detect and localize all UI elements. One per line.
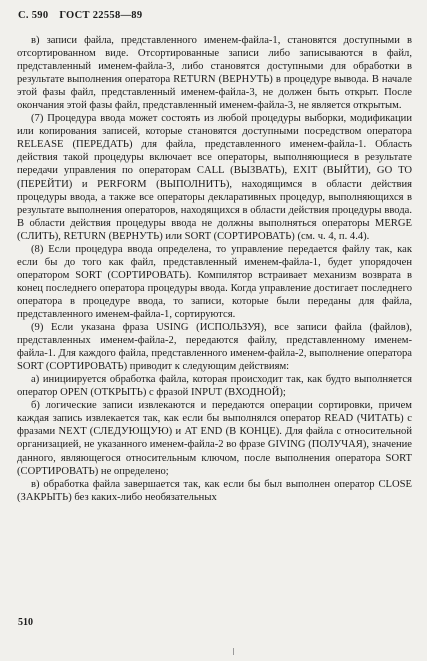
paragraph: (8) Если процедура ввода определена, то управление передается файлу так, как если бы до того как файл, представленный именем-файла-1, будет упорядочен оператором SORT (СОРТИРОВАТЬ). Компилятор встраивает механизм возврата в конец последнего оператора процедуры ввода. Когда управление достигает последнего оператора в процедуре ввода, то записи, которые были переданы для файла, представленного именем-файла-1, сортируются. — [17, 243, 412, 320]
folio-number: 510 — [18, 617, 33, 628]
standard-code: ГОСТ 22558—89 — [59, 10, 143, 21]
paragraph: в) обработка файла завершается так, как если бы был выполнен оператор CLOSE (ЗАКРЫТЬ) без каких-либо необязательных — [17, 478, 412, 503]
page-header — [18, 10, 150, 21]
paragraph: (7) Процедура ввода может состоять из любой процедуры выборки, модификации или копирования записей, которые становятся доступными посредством оператора RELEASE (ПЕРЕДАТЬ) для файла, представленного именем-файла-1. Область действия такой процедуры включает все операторы, выполняющиеся в результате передачи управления по операторам CALL (ВЫЗВАТЬ), EXIT (ВЫЙТИ), GO TO (ПЕРЕЙТИ) и PERFORM (ВЫПОЛНИТЬ), находящимся в области действия процедуры ввода, а также все операторы декларативных процедур, выполняющихся в результате выполнения операторов, находящихся в области действия процедуры ввода. В области действия процедуры ввода не должны выполняться операторы MERGE (СЛИТЬ), RETURN (ВЕРНУТЬ) или SORT (СОРТИРОВАТЬ) (см. ч. 4, п. 4.4). — [17, 113, 412, 242]
paragraph: (9) Если указана фраза USING (ИСПОЛЬЗУЯ), все записи файла (файлов), представленных именем-файла-2, передаются файлу, представленному именем-файла-1. Для каждого файла, представленного именем-файла-2, выполнение оператора SORT (СОРТИРОВАТЬ) приводит к следующим действиям: — [17, 322, 412, 373]
page-number-label: С. 590 — [18, 10, 49, 21]
paragraph: в) записи файла, представленного именем-файла-1, становятся доступными в отсортированном виде. Отсортированные записи либо записываются в файл, представленный именем-файла-3, либо становятся доступными для обработки в результате выполнения оператора RETURN (ВЕРНУТЬ) в процедуре вывода. В начале этой фазы файл, представленный именем-файла-3, не должен быть открыт. После окончания этой фазы файл, представленный именем-файла-3, не является открытым. — [17, 35, 412, 112]
body-text — [17, 34, 412, 504]
paragraph: а) инициируется обработка файла, которая происходит так, как будто выполняется оператор OPEN (ОТКРЫТЬ) с фразой INPUT (ВХОДНОЙ); — [17, 374, 412, 399]
scan-mark — [233, 648, 234, 655]
paragraph: б) логические записи извлекаются и передаются операции сортировки, причем каждая запись извлекается так, как если бы выполнялся оператор READ (ЧИТАТЬ) с фразами NEXT (СЛЕДУЮЩУЮ) и AT END (В КОНЦЕ). Для файла с относительной организацией, не указанного именем-файла-2 во фразе GIVING (ПОЛУЧАЯ), значение данного, являющегося относительным ключом, после выполнения оператора SORT (СОРТИРОВАТЬ) не определено; — [17, 400, 412, 477]
